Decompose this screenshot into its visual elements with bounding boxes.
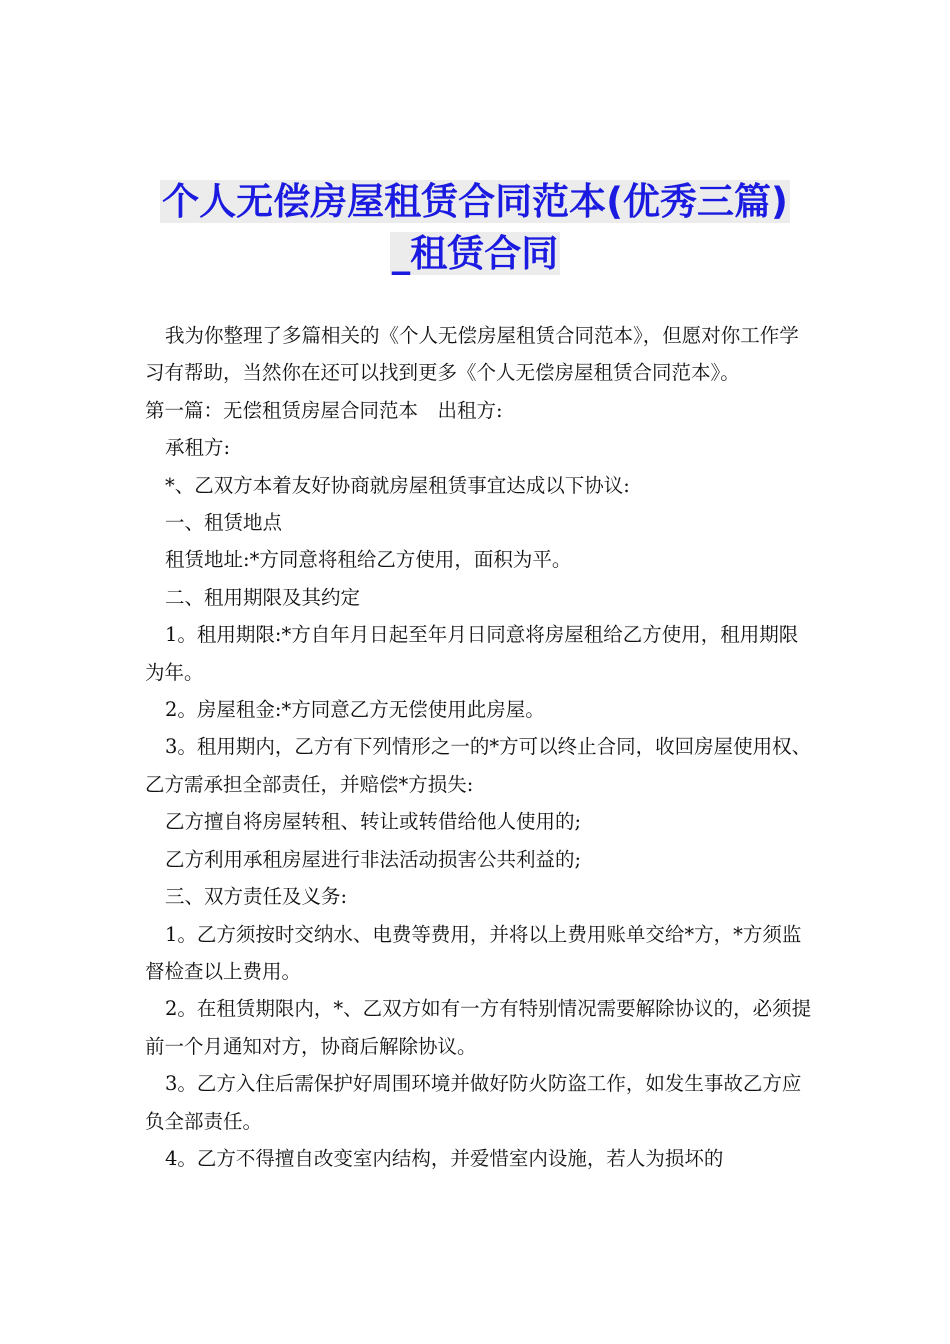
paragraph-heading-term: 二、租用期限及其约定 bbox=[165, 585, 361, 609]
paragraph-section-one-heading: 第一篇：无偿租赁房屋合同范本 出租方: bbox=[145, 398, 503, 422]
paragraph-duty-4: 4。乙方不得擅自改变室内结构，并爱惜室内设施，若人为损坏的 bbox=[165, 1146, 724, 1170]
paragraph-term-case-b: 乙方利用承租房屋进行非法活动损害公共利益的; bbox=[165, 847, 582, 871]
paragraph-duty-2: 2。在租赁期限内，*、乙双方如有一方有特别情况需要解除协议的，必须提前一个月通知对方，协商后解除协议。 bbox=[145, 997, 812, 1058]
document-body bbox=[145, 317, 815, 1177]
paragraph-term-3: 3。租用期内，乙方有下列情形之一的*方可以终止合同，收回房屋使用权、乙方需承担全部责任，并赔偿*方损失: bbox=[145, 735, 812, 796]
paragraph-agreement: *、乙双方本着友好协商就房屋租赁事宜达成以下协议: bbox=[165, 473, 630, 497]
paragraph-duty-3: 3。乙方入住后需保护好周围环境并做好防火防盗工作，如发生事故乙方应负全部责任。 bbox=[145, 1072, 802, 1133]
paragraph-duty-1: 1。乙方须按时交纳水、电费等费用，并将以上费用账单交给*方，*方须监督检查以上费用。 bbox=[145, 922, 802, 983]
paragraph-address: 租赁地址:*方同意将租给乙方使用，面积为平。 bbox=[165, 548, 572, 572]
paragraph-heading-duties: 三、双方责任及义务: bbox=[165, 885, 348, 909]
title-line-1: 个人无偿房屋租赁合同范本(优秀三篇) bbox=[162, 180, 788, 223]
paragraph-heading-location: 一、租赁地点 bbox=[165, 511, 283, 535]
paragraph-term-case-a: 乙方擅自将房屋转租、转让或转借给他人使用的; bbox=[165, 810, 582, 834]
document-title bbox=[120, 176, 830, 280]
title-line-2: _租赁合同 bbox=[391, 232, 559, 275]
paragraph-term-1: 1。租用期限:*方自年月日起至年月日同意将房屋租给乙方使用，租用期限为年。 bbox=[145, 623, 799, 684]
paragraph-intro: 我为你整理了多篇相关的《个人无偿房屋租赁合同范本》，但愿对你工作学习有帮助，当然你在还可以找到更多《个人无偿房屋租赁合同范本》。 bbox=[145, 324, 799, 385]
paragraph-term-2: 2。房屋租金:*方同意乙方无偿使用此房屋。 bbox=[165, 698, 545, 722]
paragraph-lessee: 承租方: bbox=[165, 436, 231, 460]
